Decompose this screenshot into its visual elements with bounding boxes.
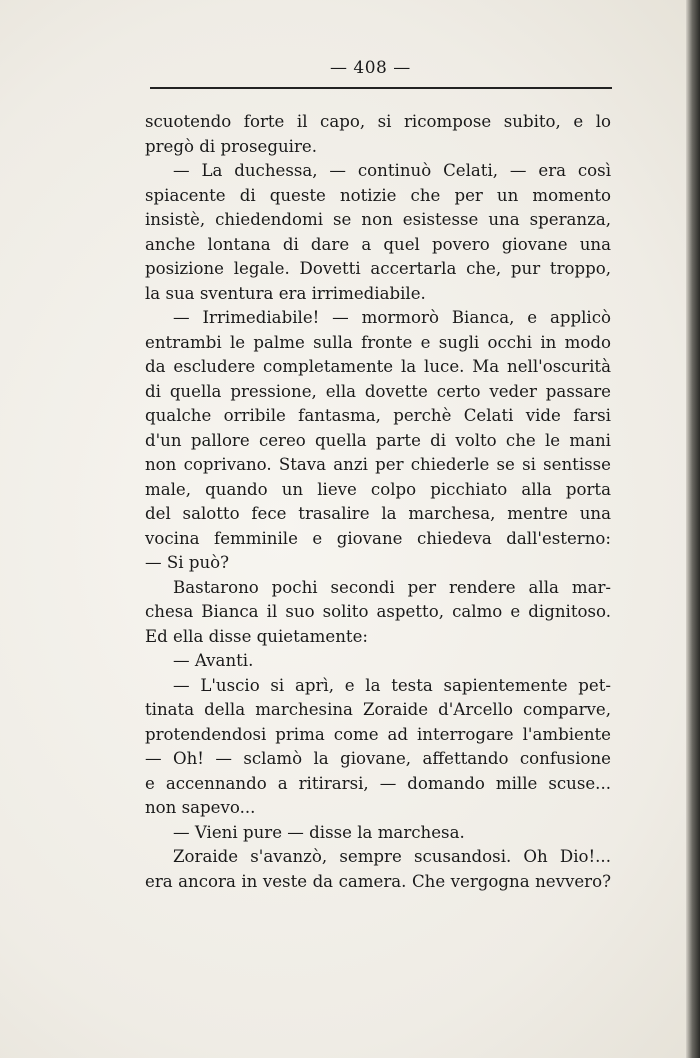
page-number: — 408 — (330, 58, 411, 78)
header-rule (150, 87, 612, 89)
text-line: non sapevo... (145, 798, 256, 817)
text-line: — Si può? (145, 553, 230, 572)
text-line: — Irrimediabile! — mormorò Bianca, e applicò (173, 308, 611, 327)
text-line: Ed ella disse quietamente: (145, 626, 368, 646)
text-line: da escludere completamente la luce. Ma nell'oscurità (145, 357, 611, 376)
text-line: anche lontana di dare a quel povero giovane una (145, 234, 611, 254)
text-line: tinata della marchesina Zoraide d'Arcello comparve, (145, 700, 611, 719)
text-line: Zoraide s'avanzò, sempre scusandosi. Oh Dio!... (173, 847, 611, 866)
text-line: male, quando un lieve colpo picchiato alla porta (145, 479, 611, 499)
text-line: la sua sventura era irrimediabile. (145, 283, 426, 303)
text-line: Bastarono pochi secondi per rendere alla mar- (173, 577, 611, 597)
text-line: del salotto fece trasalire la marchesa, mentre una (145, 504, 611, 523)
text-line: di quella pressione, ella dovette certo veder passare (145, 381, 611, 401)
text-line: — Vieni pure — disse la marchesa. (173, 822, 465, 842)
text-line: e accennando a ritirarsi, — domando mille scuse... (145, 773, 611, 793)
text-line: posizione legale. Dovetti accertarla che, pur troppo, (145, 259, 611, 278)
body-text (145, 110, 611, 894)
text-line: entrambi le palme sulla fronte e sugli occhi in modo (145, 332, 611, 352)
text-line: protendendosi prima come ad interrogare l'ambiente (145, 724, 611, 744)
text-line: insistè, chiedendomi se non esistesse una speranza, (145, 210, 611, 229)
text-line: vocina femminile e giovane chiedeva dall'esterno: (145, 528, 611, 548)
text-line: scuotendo forte il capo, si ricompose subito, e lo (145, 112, 611, 131)
text-line: spiacente di queste notizie che per un momento (145, 185, 611, 205)
page-edge-shadow (686, 0, 700, 1058)
text-line: — Avanti. (173, 651, 254, 670)
text-line: chesa Bianca il suo solito aspetto, calmo e dignitoso. (145, 602, 611, 621)
text-line: era ancora in veste da camera. Che vergogna nevvero? (145, 871, 611, 891)
text-line: qualche orribile fantasma, perchè Celati vide farsi (145, 406, 611, 425)
text-line: non coprivano. Stava anzi per chiederle se si sentisse (145, 455, 611, 474)
text-line: d'un pallore cereo quella parte di volto che le mani (145, 430, 611, 450)
text-line: — Oh! — sclamò la giovane, affettando confusione (145, 749, 611, 768)
text-line: pregò di proseguire. (145, 136, 317, 156)
text-line: — L'uscio si aprì, e la testa sapientemente pet- (173, 675, 611, 695)
text-line: — La duchessa, — continuò Celati, — era così (173, 161, 611, 180)
